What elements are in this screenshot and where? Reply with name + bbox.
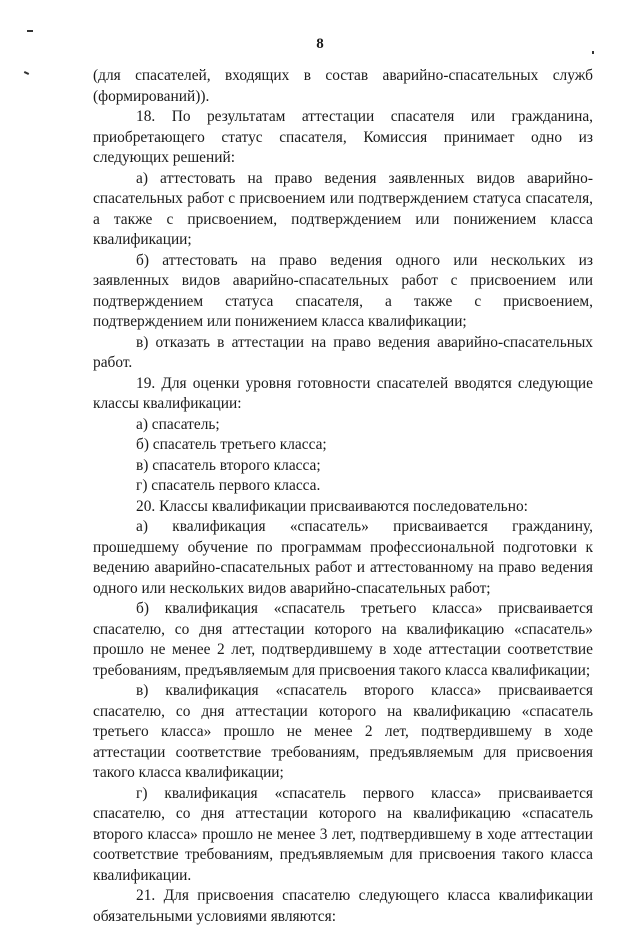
list-item: г) спасатель первого класса. bbox=[136, 477, 321, 494]
list-item: а) спасатель; bbox=[136, 415, 220, 433]
paragraph-item-d: г) квалификация «спасатель первого класса» присваивается спасателю, со дня аттестации которого на квалификацию «спасатель второго класса» прошло не менее 3 лет, подтвердившему в ходе аттестации соответствие требованиям, предъявляемым для присвоения такого класса квалификации. bbox=[93, 784, 593, 884]
list-item: в) спасатель второго класса; bbox=[136, 456, 321, 474]
page-number: 8 bbox=[316, 36, 324, 52]
paragraph-clause-20: 20. Классы квалификации присваиваются последовательно: bbox=[136, 497, 528, 515]
paragraph-clause-18: 18. По результатам аттестации спасателя или гражданина, приобретающего статус спасателя, Комиссия принимает одно из следующих решений: bbox=[93, 108, 593, 166]
document-body bbox=[93, 66, 593, 927]
paragraph-item-b: б) квалификация «спасатель третьего класса» присваивается спасателю, со дня аттестации которого на квалификацию «спасатель» прошло не менее 2 лет, подтвердившему в ходе аттестации соответствие требованиям, предъявляемым для присвоения такого класса квалификации; bbox=[93, 600, 593, 679]
paragraph: (для спасателей, входящих в состав аварийно-спасательных служб (формирований)). bbox=[93, 67, 593, 105]
scan-artifact bbox=[27, 30, 33, 32]
paragraph-item-a: а) квалификация «спасатель» присваивается гражданину, прошедшему обучение по программам профессиональной подготовки к ведению аварийно-спасательных работ и аттестованному на право ведения одного или нескольких видов аварийно-спасательных работ; bbox=[93, 518, 593, 597]
paragraph-item-a: а) аттестовать на право ведения заявленных видов аварийно-спасательных работ с присвоением или подтверждением статуса спасателя, а также с присвоением, подтверждением или понижением класса квалификации; bbox=[93, 169, 593, 248]
paragraph-item-c: в) квалификация «спасатель второго класса» присваивается спасателю, со дня аттестации которого на квалификацию «спасатель третьего класса» прошло не менее 2 лет, подтвердившему в ходе аттестации соответствие требованиям, предъявляемым для присвоения такого класса квалификации; bbox=[93, 682, 593, 781]
scan-artifact bbox=[24, 71, 29, 75]
paragraph-item-b: б) аттестовать на право ведения одного или нескольких из заявленных видов аварийно-спасательных работ с присвоением или подтверждением статуса спасателя, а также с присвоением, подтверждением или понижением класса квалификации; bbox=[93, 251, 593, 330]
list-item: б) спасатель третьего класса; bbox=[136, 436, 327, 453]
paragraph-clause-19: 19. Для оценки уровня готовности спасателей вводятся следующие классы квалификации: bbox=[93, 374, 593, 412]
paragraph-item-c: в) отказать в аттестации на право ведения аварийно-спасательных работ. bbox=[93, 333, 593, 371]
paragraph-clause-21: 21. Для присвоения спасателю следующего класса квалификации обязательными условиями являются: bbox=[93, 887, 593, 925]
